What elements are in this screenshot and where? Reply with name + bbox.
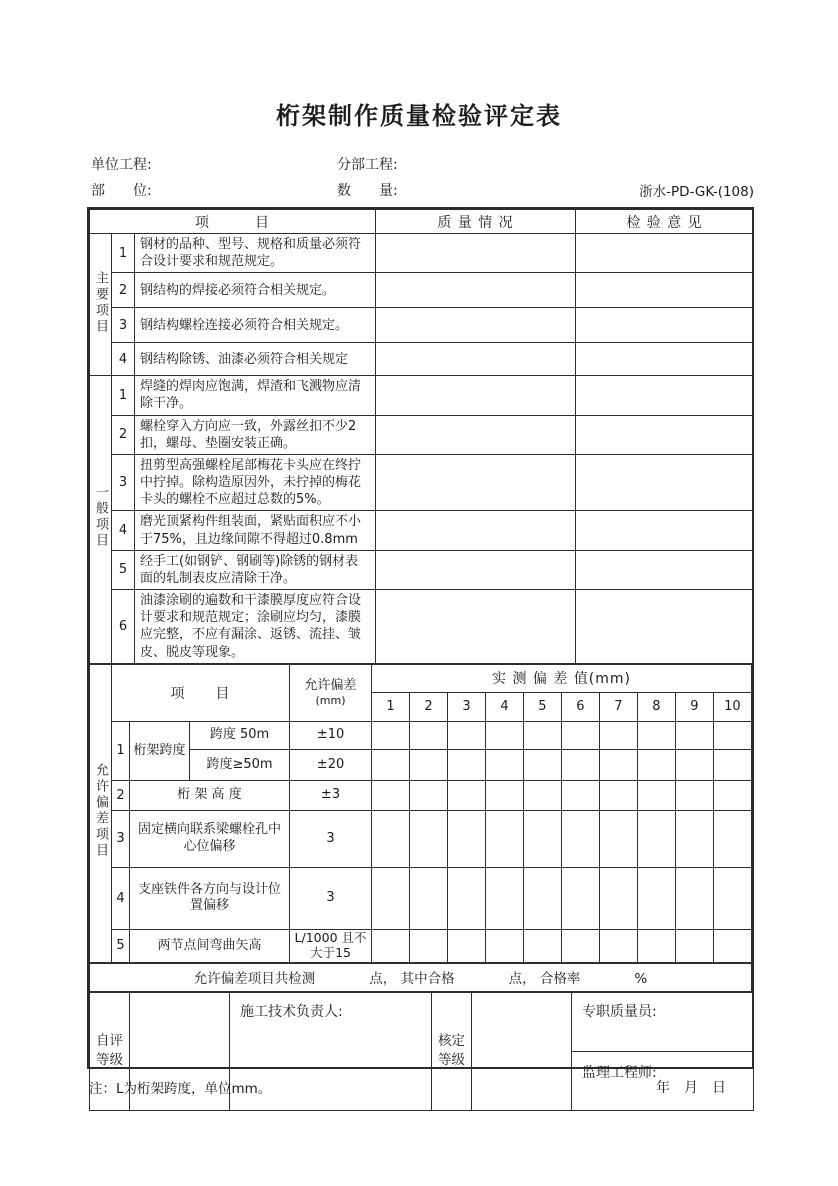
measured-cell bbox=[713, 780, 751, 810]
tech-leader-sign-cell: 施工技术负责人: bbox=[230, 992, 432, 1110]
measured-cell bbox=[599, 749, 637, 780]
row-number: 4 bbox=[112, 511, 135, 550]
measured-cell bbox=[447, 749, 485, 780]
measured-cell bbox=[372, 810, 410, 867]
quantity-label: 数 量: bbox=[337, 183, 398, 199]
deviation-items-label: 允许偏差项目 bbox=[93, 763, 108, 860]
allow-unit: (mm) bbox=[315, 693, 346, 707]
major-items-label: 主要项目 bbox=[93, 270, 108, 335]
section-label-deviation bbox=[90, 664, 112, 962]
row-number: 2 bbox=[112, 273, 135, 308]
measured-cell bbox=[675, 810, 713, 867]
row-number: 3 bbox=[112, 454, 135, 510]
measured-cell bbox=[523, 867, 561, 929]
measure-col: 10 bbox=[713, 692, 751, 721]
measured-cell bbox=[561, 749, 599, 780]
measured-cell bbox=[637, 780, 675, 810]
quality-status-cell bbox=[376, 234, 576, 273]
allow-label: 允许偏差 bbox=[304, 678, 357, 694]
measured-cell bbox=[561, 929, 599, 962]
row-number: 1 bbox=[112, 234, 135, 273]
measured-cell bbox=[523, 780, 561, 810]
measure-col: 3 bbox=[447, 692, 485, 721]
measure-col: 7 bbox=[599, 692, 637, 721]
main-items-table bbox=[89, 209, 754, 664]
section-label-general bbox=[90, 376, 112, 663]
doc-code: 浙水-PD-GK-(108) bbox=[639, 184, 754, 200]
measured-cell bbox=[372, 867, 410, 929]
measured-cell bbox=[372, 929, 410, 962]
sub-item-text: 跨度 50m bbox=[190, 721, 290, 749]
row-number: 5 bbox=[112, 550, 135, 589]
measured-cell bbox=[447, 810, 485, 867]
allow-value: L/1000 且不大于15 bbox=[290, 929, 372, 962]
item-text: 焊缝的焊肉应饱满，焊渣和飞溅物应清除干净。 bbox=[135, 376, 376, 415]
verify-grade-label: 核定等级 bbox=[438, 1033, 465, 1069]
measured-cell bbox=[485, 749, 523, 780]
measured-cell bbox=[675, 867, 713, 929]
verify-grade-value-cell bbox=[472, 992, 572, 1110]
self-grade-label: 自评等级 bbox=[96, 1033, 123, 1069]
division-project-label: 分部工程: bbox=[337, 157, 398, 173]
measured-cell bbox=[561, 721, 599, 749]
measured-cell bbox=[523, 929, 561, 962]
measured-cell bbox=[410, 867, 448, 929]
item-text: 经手工(如钢铲、钢刷等)除锈的钢材表面的轧制表皮应清除干净。 bbox=[135, 550, 376, 589]
measured-cell bbox=[599, 810, 637, 867]
item-text: 钢结构除锈、油漆必须符合相关规定 bbox=[135, 343, 376, 376]
measured-cell bbox=[599, 929, 637, 962]
measured-cell bbox=[561, 867, 599, 929]
footnote: 注：L为桁架跨度，单位mm。 bbox=[89, 1081, 272, 1097]
measured-cell bbox=[599, 721, 637, 749]
measured-cell bbox=[637, 721, 675, 749]
allow-value: ±3 bbox=[290, 780, 372, 810]
measured-cell bbox=[447, 721, 485, 749]
item-text: 油漆涂刷的遍数和干漆膜厚度应符合设计要求和规范规定；涂刷应均匀，漆膜应完整，不应有漏涂、返锈、流挂、皱皮、脱皮等现象。 bbox=[135, 590, 376, 664]
item-text: 支座铁件各方向与设计位置偏移 bbox=[130, 867, 290, 929]
section-label-major bbox=[90, 234, 112, 376]
measure-col: 6 bbox=[561, 692, 599, 721]
measured-cell bbox=[485, 929, 523, 962]
item-text: 扭剪型高强螺栓尾部梅花卡头应在终拧中拧掉。除构造原因外，未拧掉的梅花卡头的螺栓不应超过总数的5%。 bbox=[135, 454, 376, 510]
measure-col: 1 bbox=[372, 692, 410, 721]
inspection-form-table bbox=[87, 207, 754, 1081]
dev-header-measured: 实 测 偏 差 值(mm) bbox=[372, 664, 752, 692]
allow-value: 3 bbox=[290, 867, 372, 929]
inspection-opinion-cell bbox=[576, 343, 754, 376]
measured-cell bbox=[675, 929, 713, 962]
inspection-opinion-cell bbox=[576, 550, 754, 589]
measured-cell bbox=[447, 867, 485, 929]
measured-cell bbox=[713, 749, 751, 780]
measured-cell bbox=[410, 929, 448, 962]
measure-col: 4 bbox=[485, 692, 523, 721]
item-text: 磨光顶紧构件组装面，紧贴面积应不小于75%，且边缘间隙不得超过0.8mm bbox=[135, 511, 376, 550]
row-number: 3 bbox=[112, 308, 135, 343]
verify-grade-label-cell bbox=[432, 992, 472, 1110]
measure-col: 8 bbox=[637, 692, 675, 721]
measured-cell bbox=[675, 721, 713, 749]
measured-cell bbox=[410, 810, 448, 867]
header-opinion: 检 验 意 见 bbox=[576, 210, 754, 234]
page-title: 桁架制作质量检验评定表 bbox=[276, 102, 562, 130]
item-text: 固定横向联系梁螺栓孔中心位偏移 bbox=[130, 810, 290, 867]
row-number: 1 bbox=[112, 721, 130, 780]
measured-cell bbox=[637, 810, 675, 867]
header-item: 项 目 bbox=[90, 210, 376, 234]
quality-status-cell bbox=[376, 308, 576, 343]
measured-cell bbox=[675, 780, 713, 810]
sub-item-text: 跨度≥50m bbox=[190, 749, 290, 780]
quality-status-cell bbox=[376, 454, 576, 510]
summary-row: 允许偏差项目共检测 点， 其中合格 点， 合格率 % bbox=[90, 963, 752, 991]
measured-cell bbox=[447, 929, 485, 962]
quality-status-cell bbox=[376, 415, 576, 454]
measured-cell bbox=[637, 749, 675, 780]
inspection-opinion-cell bbox=[576, 234, 754, 273]
item-text: 钢结构的焊接必须符合相关规定。 bbox=[135, 273, 376, 308]
header-quality: 质 量 情 况 bbox=[376, 210, 576, 234]
row-number: 5 bbox=[112, 929, 130, 962]
deviation-table bbox=[89, 664, 752, 963]
measured-cell bbox=[410, 780, 448, 810]
row-number: 2 bbox=[112, 780, 130, 810]
measured-cell bbox=[523, 721, 561, 749]
measured-cell bbox=[372, 780, 410, 810]
row-number: 6 bbox=[112, 590, 135, 664]
quality-status-cell bbox=[376, 376, 576, 415]
inspection-opinion-cell bbox=[576, 590, 754, 664]
item-text: 桁架跨度 bbox=[130, 721, 190, 780]
measured-cell bbox=[713, 929, 751, 962]
measured-cell bbox=[485, 721, 523, 749]
measured-cell bbox=[713, 867, 751, 929]
item-text: 两节点间弯曲矢高 bbox=[130, 929, 290, 962]
measured-cell bbox=[485, 780, 523, 810]
allow-value: 3 bbox=[290, 810, 372, 867]
general-items-label: 一般项目 bbox=[93, 485, 108, 550]
inspection-opinion-cell bbox=[576, 511, 754, 550]
inspection-opinion-cell bbox=[576, 273, 754, 308]
unit-project-label: 单位工程: bbox=[91, 157, 152, 173]
measured-cell bbox=[561, 810, 599, 867]
allow-value: ±20 bbox=[290, 749, 372, 780]
item-text: 桁 架 高 度 bbox=[130, 780, 290, 810]
measured-cell bbox=[637, 929, 675, 962]
quality-status-cell bbox=[376, 343, 576, 376]
measured-cell bbox=[713, 721, 751, 749]
item-text: 螺栓穿入方向应一致，外露丝扣不少2扣，螺母、垫圈安装正确。 bbox=[135, 415, 376, 454]
row-number: 4 bbox=[112, 867, 130, 929]
quality-officer-sign-cell: 专职质量员: bbox=[572, 993, 753, 1052]
measured-cell bbox=[561, 780, 599, 810]
row-number: 3 bbox=[112, 810, 130, 867]
measured-cell bbox=[372, 721, 410, 749]
part-label: 部 位: bbox=[91, 183, 152, 199]
inspection-opinion-cell bbox=[576, 454, 754, 510]
measure-col: 5 bbox=[523, 692, 561, 721]
row-number: 4 bbox=[112, 343, 135, 376]
row-number: 1 bbox=[112, 376, 135, 415]
supervisor-sign-cell: 监理工程师: bbox=[582, 1064, 657, 1081]
measured-cell bbox=[410, 749, 448, 780]
measured-cell bbox=[447, 780, 485, 810]
item-text: 钢结构螺栓连接必须符合相关规定。 bbox=[135, 308, 376, 343]
date-line: 年 月 日 bbox=[656, 1080, 726, 1096]
quality-status-cell bbox=[376, 273, 576, 308]
measured-cell bbox=[523, 810, 561, 867]
inspection-opinion-cell bbox=[576, 376, 754, 415]
allow-value: ±10 bbox=[290, 721, 372, 749]
summary-table bbox=[89, 963, 752, 992]
measure-col: 9 bbox=[675, 692, 713, 721]
measured-cell bbox=[410, 721, 448, 749]
quality-status-cell bbox=[376, 511, 576, 550]
quality-status-cell bbox=[376, 550, 576, 589]
measured-cell bbox=[599, 867, 637, 929]
dev-header-item: 项 目 bbox=[112, 664, 290, 721]
measured-cell bbox=[713, 810, 751, 867]
measured-cell bbox=[675, 749, 713, 780]
measured-cell bbox=[599, 780, 637, 810]
measured-cell bbox=[372, 749, 410, 780]
measured-cell bbox=[523, 749, 561, 780]
measured-cell bbox=[485, 810, 523, 867]
item-text: 钢材的品种、型号、规格和质量必须符合设计要求和规范规定。 bbox=[135, 234, 376, 273]
inspection-opinion-cell bbox=[576, 308, 754, 343]
quality-status-cell bbox=[376, 590, 576, 664]
row-number: 2 bbox=[112, 415, 135, 454]
measured-cell bbox=[485, 867, 523, 929]
measure-col: 2 bbox=[410, 692, 448, 721]
inspection-opinion-cell bbox=[576, 415, 754, 454]
measured-cell bbox=[637, 867, 675, 929]
dev-header-allow bbox=[290, 664, 372, 721]
